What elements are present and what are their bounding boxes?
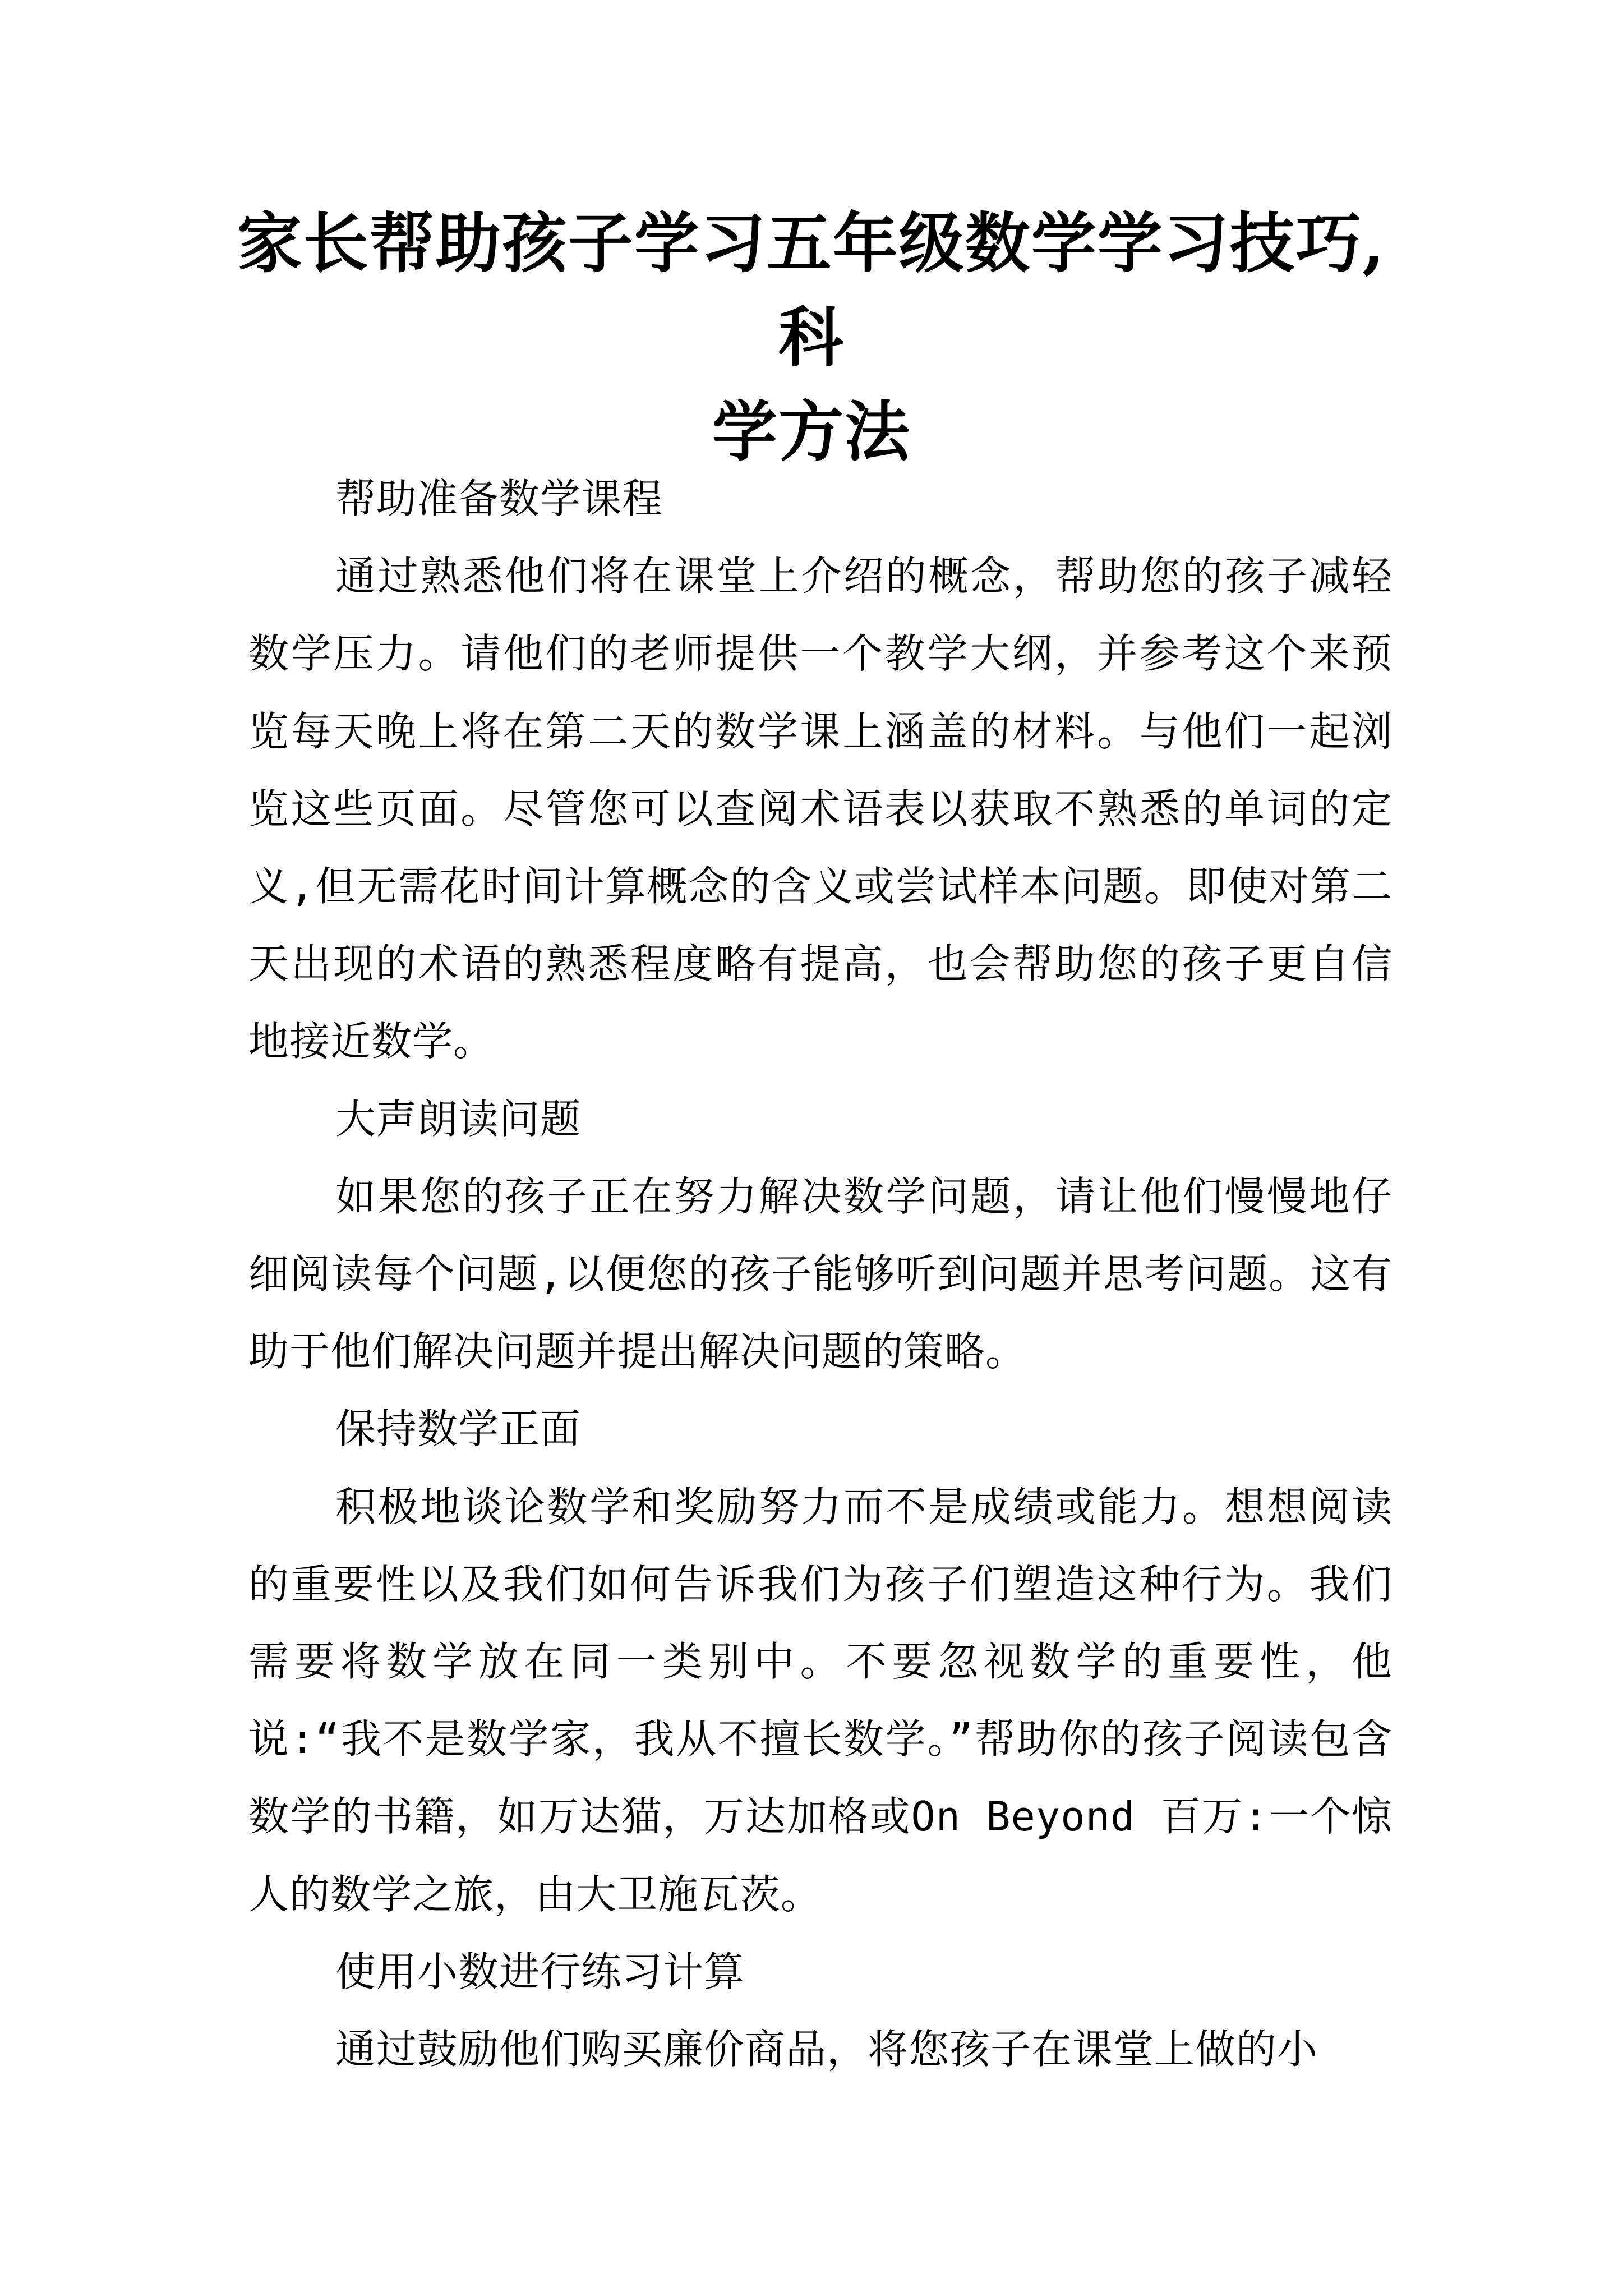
section-heading-decimals: 使用小数进行练习计算 xyxy=(335,1948,745,1995)
section-heading-keep-positive: 保持数学正面 xyxy=(335,1405,582,1453)
title-line-2: 学方法 xyxy=(712,394,911,470)
section-paragraph-prepare: 通过熟悉他们将在课堂上介绍的概念，帮助您的孩子减轻数学压力。请他们的老师提供一个教学大纲，并参考这个来预览每天晚上将在第二天的数学课上涵盖的材料。与他们一起浏览这些页面。尽管您可以查阅术语表以获取不熟悉的单词的定义,但无需花时间计算概念的含义或尝试样本问题。即使对第二天出现的术语的熟悉程度略有提高，也会帮助您的孩子更自信地接近数学。 xyxy=(248,553,1393,1065)
section-heading-read-aloud: 大声朗读问题 xyxy=(335,1095,582,1143)
document-title xyxy=(213,196,1410,479)
section-paragraph-keep-positive: 积极地谈论数学和奖励努力而不是成绩或能力。想想阅读的重要性以及我们如何告诉我们为孩子们塑造这种行为。我们需要将数学放在同一类别中。不要忽视数学的重要性，他说:“我不是数学家，我从不擅长数学。”帮助你的孩子阅读包含数学的书籍，如万达猫，万达加格或On Beyond 百万:一个惊人的数学之旅，由大卫施瓦茨。 xyxy=(248,1483,1393,1918)
section-paragraph-read-aloud: 如果您的孩子正在努力解决数学问题，请让他们慢慢地仔细阅读每个问题,以便您的孩子能够听到问题并思考问题。这有助于他们解决问题并提出解决问题的策略。 xyxy=(248,1172,1393,1375)
title-line-1: 家长帮助孩子学习五年级数学学习技巧,科 xyxy=(237,205,1386,376)
section-paragraph-decimals: 通过鼓励他们购买廉价商品，将您孩子在课堂上做的小 xyxy=(335,2026,1318,2073)
document-body xyxy=(248,460,1393,2088)
section-heading-prepare: 帮助准备数学课程 xyxy=(335,475,663,522)
